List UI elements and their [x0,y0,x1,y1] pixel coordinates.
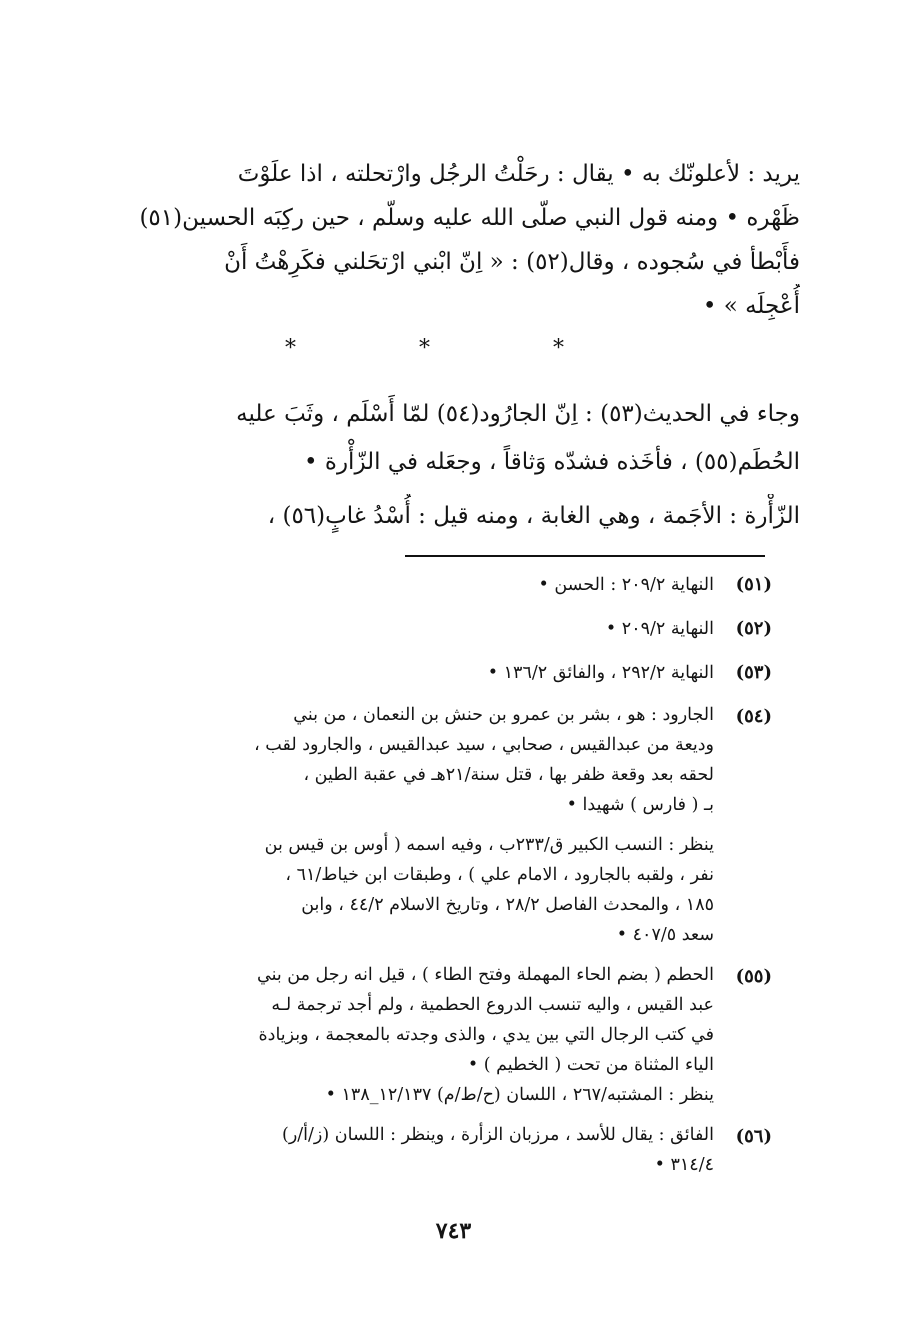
footnote-56 [112,1120,772,1180]
second-paragraph [110,390,800,486]
footnote-54 [112,700,772,950]
main-paragraph [110,152,800,328]
main-line-1: يريد : لأعلونّك به • يقال : رحَلْتُ الرجُل وارْتحلته ، اذا علَوْتَ [237,161,800,187]
section-separator: * * * [285,336,622,361]
footnote-number: (٥٦) [735,1126,772,1147]
second-line-2: الحُطَم(٥٥) ، فأخَذه فشدّه وَثاقاً ، وجعَله في الزّأْرة • [304,449,800,475]
footnote-line: وديعة من عبدالقيس ، صحابي ، سيد عبدالقيس ، والجارود لقب ، [254,735,714,755]
footnote-line: النهاية ٢٩٢/٢ ، والفائق ١٣٦/٢ • [487,663,714,683]
footnote-line: الحطم ( بضم الحاء المهملة وفتح الطاء ) ، قيل انه رجل من بني [257,965,714,985]
footnote-ref-line: ١٨٥ ، والمحدث الفاصل ٢٨/٢ ، وتاريخ الاسلام ٤٤/٢ ، وابن [301,895,714,915]
second-line-1: وجاء في الحديث(٥٣) : اِنّ الجارُود(٥٤) لمّا أَسْلَم ، وثَبَ عليه [236,401,800,427]
footnote-line: النهاية ٢٠٩/٢ • [605,619,714,639]
footnote-line: الياء المثناة من تحت ( الخطيم ) • [467,1055,714,1075]
main-line-4: أُعْجِلَه » • [702,293,800,319]
footnote-line: ٣١٤/٤ • [654,1155,714,1175]
footnote-52 [112,612,772,646]
footnote-ref-line: ينظر : النسب الكبير ق/٢٣٣ب ، وفيه اسمه ( أوس بن قيس بن [264,835,714,855]
footnote-number: (٥٢) [735,618,772,639]
footnote-line: عبد القيس ، واليه تنسب الدروع الحطمية ، ولم أجد ترجمة لـه [271,995,714,1015]
third-paragraph [110,494,800,538]
footnote-line: في كتب الرجال التي بين يدي ، والذى وجدته بالمعجمة ، وبزيادة [258,1025,714,1045]
footnote-number: (٥٣) [735,662,772,683]
footnote-55 [112,960,772,1110]
main-line-2: ظَهْره • ومنه قول النبي صلّى الله عليه وسلّم ، حين ركِبَه الحسين(٥١) [139,205,800,231]
footnote-line: النهاية ٢٠٩/٢ : الحسن • [538,575,714,595]
third-line: الزّأْرة : الأجَمة ، وهي الغابة ، ومنه قيل : أُسْدُ غابٍ(٥٦) ، [267,503,800,529]
footnote-51 [112,568,772,602]
footnote-53 [112,656,772,690]
footnote-number: (٥٤) [735,706,772,727]
footnote-line: الفائق : يقال للأسد ، مرزبان الزأرة ، وينظر : اللسان (ز/أ/ر) [282,1125,714,1145]
footnote-line: بـ ( فارس ) شهيدا • [566,795,714,815]
footnote-line: ينظر : المشتبه/٢٦٧ ، اللسان (ح/ط/م) ١٢/١٣٧_١٣٨ • [325,1085,714,1105]
footnote-line: لحقه بعد وقعة ظفر بها ، قتل سنة/٢١هـ في عقبة الطين ، [303,765,714,785]
footnote-ref-line: سعد ٤٠٧/٥ • [616,925,714,945]
footnote-number: (٥١) [735,574,772,595]
footnote-divider [405,555,765,557]
footnote-number: (٥٥) [735,966,772,987]
main-line-3: فأَبْطأ في سُجوده ، وقال(٥٢) : « اِنّ ابْني ارْتحَلني فكَرِهْتُ أَنْ [224,249,800,275]
footnote-line: الجارود : هو ، بشر بن عمرو بن حنش بن النعمان ، من بني [293,705,714,725]
footnotes [112,568,772,1190]
footnote-ref-line: نفر ، ولقبه بالجارود ، الامام علي ) ، وطبقات ابن خياط/٦١ ، [285,865,714,885]
page-number: ٧٤٣ [435,1218,472,1244]
